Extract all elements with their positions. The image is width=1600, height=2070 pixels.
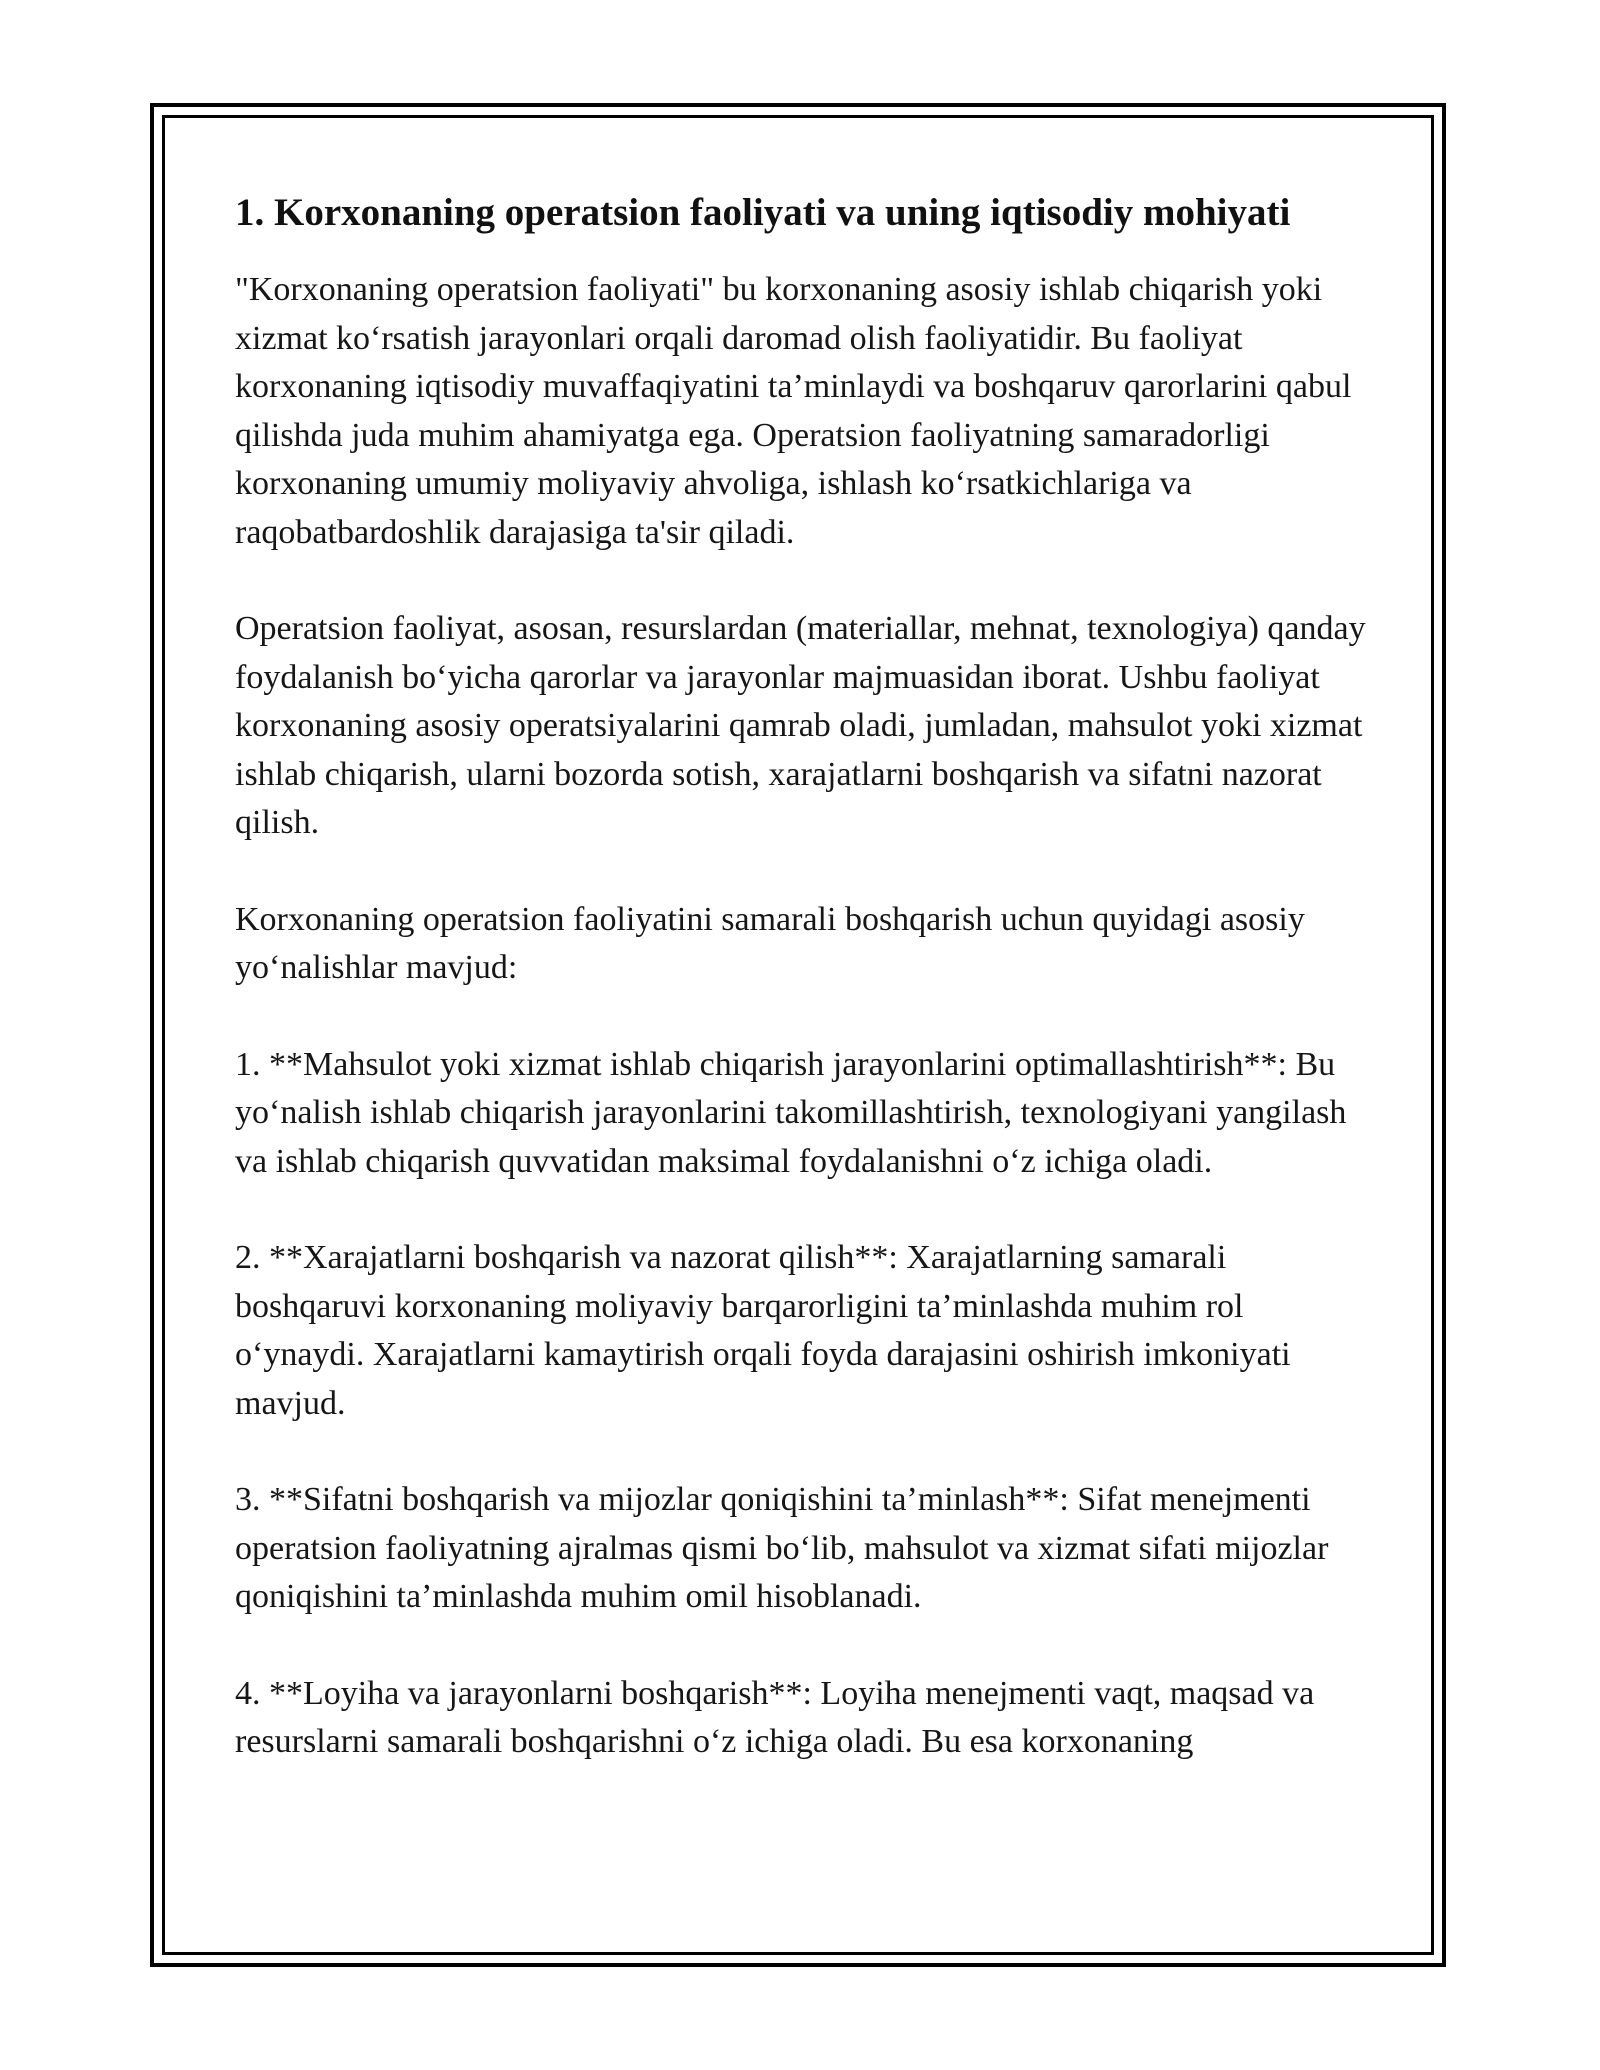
- list-item-costs: 2. **Xarajatlarni boshqarish va nazorat qilish**: Xarajatlarning samarali boshqaruvi korxonaning moliyaviy barqarorligini ta’minlashda muhim rol o‘ynaydi. Xarajatlarni kamaytirish orqali foyda darajasini oshirish imkoniyati mavjud.: [235, 1239, 1291, 1422]
- paragraph-definition: "Korxonaning operatsion faoliyati" bu korxonaning asosiy ishlab chiqarish yoki xizmat ko‘rsatish jarayonlari orqali daromad olish faoliyatidir. Bu faoliyat korxonaning iqtisodiy muvaffaqiyatini ta’minlaydi va boshqaruv qarorlarini qabul qilishda juda muhim ahamiyatga ega. Operatsion faoliyatning samaradorligi korxonaning umumiy moliyaviy ahvoliga, ishlash ko‘rsatkichlariga va raqobatbardoshlik darajasiga ta'sir qiladi.: [235, 271, 1352, 551]
- list-item-production: 1. **Mahsulot yoki xizmat ishlab chiqarish jarayonlarini optimallashtirish**: Bu yo‘nalish ishlab chiqarish jarayonlarini takomillashtirish, texnologiyani yangilash va ishlab chiqarish quvvatidan maksimal foydalanishni o‘z ichiga oladi.: [235, 1045, 1347, 1180]
- section-heading: 1. Korxonaning operatsion faoliyati va uning iqtisodiy mohiyati: [235, 191, 1291, 234]
- document-body: [235, 185, 1375, 1767]
- list-item-quality: 3. **Sifatni boshqarish va mijozlar qoniqishini ta’minlash**: Sifat menejmenti operatsion faoliyatning ajralmas qismi bo‘lib, mahsulot va xizmat sifati mijozlar qoniqishini ta’minlashda muhim omil hisoblanadi.: [235, 1481, 1329, 1615]
- paragraph-resources: Operatsion faoliyat, asosan, resurslardan (materiallar, mehnat, texnologiya) qanday foydalanish bo‘yicha qarorlar va jarayonlar majmuasidan iborat. Ushbu faoliyat korxonaning asosiy operatsiyalarini qamrab oladi, jumladan, mahsulot yoki xizmat ishlab chiqarish, ularni bozorda sotish, xarajatlarni boshqarish va sifatni nazorat qilish.: [235, 610, 1366, 841]
- paragraph-directions-intro: Korxonaning operatsion faoliyatini samarali boshqarish uchun quyidagi asosiy yo‘nalishlar mavjud:: [235, 900, 1305, 986]
- list-item-projects: 4. **Loyiha va jarayonlarni boshqarish**: Loyiha menejmenti vaqt, maqsad va resurslarni samarali boshqarishni o‘z ichiga oladi. Bu esa korxonaning: [235, 1674, 1315, 1760]
